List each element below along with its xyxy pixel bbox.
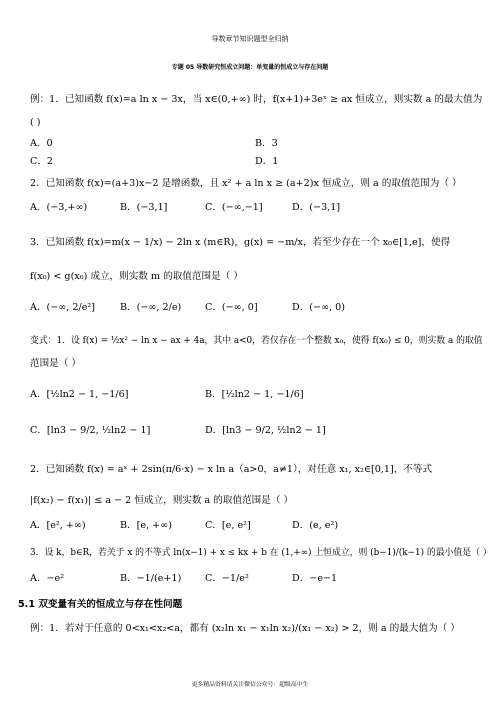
- question-3-option-c: C．(−∞, 0]: [205, 302, 258, 313]
- variant-1-option-d: D．[ln3 − 9/2, ½ln2 − 1]: [205, 425, 326, 436]
- question-2-option-c: C．(−∞,−1]: [205, 202, 263, 213]
- question-1-option-d: D．1: [255, 156, 279, 167]
- variant-2-text-line2: |f(x₂) − f(x₁)| ≤ a − 2 恒成立，则实数 a 的取值范围是（ ）: [30, 495, 294, 506]
- variant-3-option-d: D．−e−1: [292, 573, 338, 584]
- variant-2-option-b: B．[e, +∞): [120, 520, 172, 531]
- document-title: 导数章节知识题型全归纳: [211, 35, 289, 43]
- question-1-option-a: A．0: [30, 138, 53, 149]
- variant-1-option-a: A．[½ln2 − 1, −1/6]: [30, 389, 129, 400]
- example-1-text: 例：1．若对于任意的 0<x₁<x₂<a，都有 (x₂ln x₁ − x₁ln x₂)/(x₁ − x₂) > 2，则 a 的最大值为（ ）: [30, 623, 460, 634]
- variant-2-option-a: A．[e², +∞): [30, 520, 86, 531]
- question-2-option-d: D．(−3,1]: [292, 202, 341, 213]
- question-3-option-a: A．(−∞, 2/e²]: [30, 302, 95, 313]
- question-3-text-line1: 3．已知函数 f(x)=m(x − 1/x) − 2ln x (m∈R)，g(x) = −m/x，若至少存在一个 x₀∈[1,e]，使得: [30, 237, 451, 248]
- variant-1-option-b: B．[½ln2 − 1, −1/6]: [205, 389, 304, 400]
- question-3-text-line2: f(x₀) < g(x₀) 成立，则实数 m 的取值范围是（ ）: [30, 271, 243, 282]
- variant-3-text: 3．设 k，b∈R，若关于 x 的不等式 ln(x−1) + x ≤ kx + b 在 (1,+∞) 上恒成立，则 (b−1)/(k−1) 的最小值是（ ）: [30, 548, 492, 558]
- question-3-option-d: D．(−∞, 0): [292, 302, 346, 313]
- footer-note: 更多精品资料请关注微信公众号：超级高中生: [191, 682, 309, 688]
- variant-3-option-b: B．−1/(e+1): [120, 573, 182, 584]
- variant-2-text-line1: 2．已知函数 f(x) = aˣ + 2sin(π/6·x) − x ln a（a>0，a≠1），对任意 x₁, x₂∈[0,1]，不等式: [30, 464, 433, 475]
- document-subtitle: 专题 05 导数研究恒成立问题：单变量的恒成立与存在问题: [171, 64, 329, 71]
- variant-2-option-d: D．(e, e²): [292, 520, 339, 531]
- question-1-text: 例：1．已知函数 f(x)=a ln x − 3x，当 x∈(0,+∞) 时，f(x+1)+3eˣ ≥ ax 恒成立，则实数 a 的最大值为: [30, 94, 483, 105]
- question-3-option-b: B．(−∞, 2/e): [120, 302, 182, 313]
- variant-3-option-c: C．−1/e²: [205, 573, 249, 584]
- variant-2-option-c: C．[e, e²]: [205, 520, 251, 531]
- variant-1-text-line2: 范围是（ ）: [30, 358, 82, 369]
- variant-1-option-c: C．[ln3 − 9/2, ½ln2 − 1]: [30, 425, 151, 436]
- question-1-paren: ( ): [30, 117, 41, 128]
- question-1-option-b: B．3: [255, 138, 278, 149]
- question-2-option-b: B．(−3,1]: [120, 202, 168, 213]
- variant-1-text-line1: 变式：1．设 f(x) = ½x² − ln x − ax + 4a，其中 a<0，若仅存在一个整数 x₀，使得 f(x₀) ≤ 0，则实数 a 的取值: [30, 336, 483, 346]
- question-1-option-c: C．2: [30, 156, 54, 167]
- variant-3-option-a: A．−e²: [30, 573, 65, 584]
- question-2-text: 2．已知函数 f(x)=(a+3)x−2 是增函数，且 x² + a ln x ≥ (a+2)x 恒成立，则 a 的取值范围为（ ）: [30, 178, 462, 189]
- section-heading: 5.1 双变量有关的恒成立与存在性问题: [18, 599, 183, 610]
- question-2-option-a: A．(−3,+∞): [30, 202, 88, 213]
